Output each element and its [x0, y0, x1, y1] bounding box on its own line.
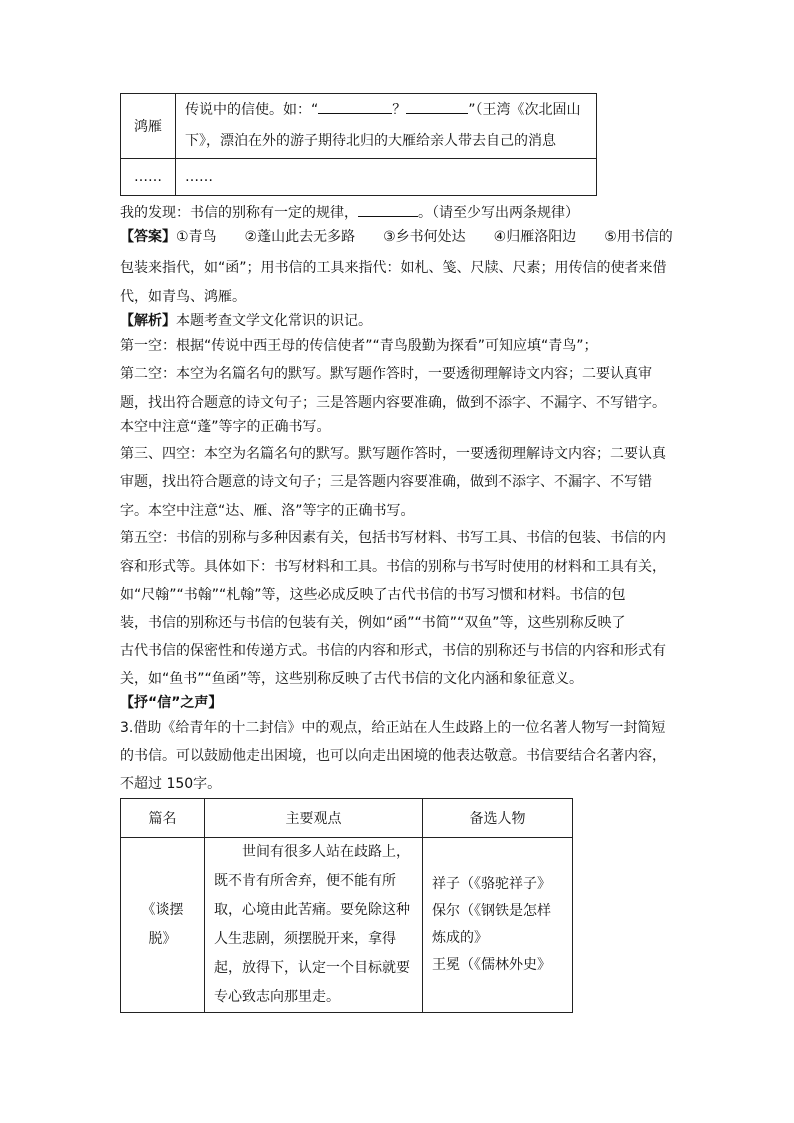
answer-text: ①青鸟 ②蓬山此去无多路 ③乡书何处达 ④归雁洛阳边 ⑤用书信的	[176, 229, 673, 245]
question-line: 3.借助《给青年的十二封信》中的观点，给正站在人生歧路上的一位名著人物写一封简短	[120, 720, 666, 736]
paragraph-line: 字。本空中注意“达、雁、洛”等字的正确书写。	[120, 503, 415, 519]
section-title: 【抒“信”之声】	[120, 695, 223, 711]
paragraph-line: 第一空：根据“传说中西王母的传信使者”“青鸟殷勤为探看”可知应填“青鸟”；	[120, 338, 598, 354]
cell-viewpoint	[205, 838, 423, 1013]
analysis-line	[120, 311, 680, 331]
paragraph-line: 第二空：本空为名篇名句的默写。默写题作答时，一要透彻理解诗文内容；二要认真审	[120, 366, 652, 382]
fill-blank[interactable]	[318, 98, 392, 114]
fill-blank[interactable]	[358, 201, 418, 217]
analysis-label: 【解析】	[120, 313, 176, 329]
viewpoint-line: 取，心境由此苦痛。要免除这种	[214, 902, 410, 918]
header-viewpoint: 主要观点	[205, 799, 423, 838]
table-cell-name: 鸿雁	[121, 94, 176, 159]
viewpoint-line: 起，放得下，认定一个目标就要	[214, 960, 410, 976]
answer-line	[120, 227, 680, 247]
viewpoint-line: 人生悲剧，须摆脱开来，拿得	[214, 931, 396, 947]
paragraph-line: 装，书信的别称还与书信的包装有关，例如“函”“书简”“双鱼”等，这些别称反映了	[120, 615, 626, 631]
table-cell-desc: ……	[176, 159, 597, 196]
paragraph-line: 如“尺翰”“书翰”“札翰”等，这些必成反映了古代书信的书写习惯和材料。书信的包	[120, 587, 626, 603]
analysis-text: 本题考查文学文化常识的识记。	[176, 313, 372, 329]
candidate-line: 王冕（《儒林外史》	[432, 957, 551, 973]
candidate-line: 祥子（《骆驼祥子》	[432, 876, 551, 892]
viewpoint-line: 专心致志向那里走。	[214, 989, 340, 1005]
paragraph-line: 第三、四空：本空为名篇名句的默写。默写题作答时，一要透彻理解诗文内容；二要认真	[120, 446, 666, 462]
discovery-text: 。（请至少写出两条规律）	[418, 205, 579, 221]
fill-blank[interactable]	[406, 98, 468, 114]
paragraph-line: 古代书信的保密性和传递方式。书信的内容和形式，书信的别称还与书信的内容和形式有	[120, 643, 666, 659]
discovery-text: 我的发现：书信的别称有一定的规律，	[120, 205, 358, 221]
answer-label: 【答案】	[120, 229, 176, 245]
table-row	[121, 838, 573, 1013]
viewpoint-line: 既不肯有所舍弃，便不能有所	[214, 873, 396, 889]
desc-text: ”（王湾《次北固山	[468, 102, 581, 118]
desc-text: 下》，漂泊在外的游子期待北归的大雁给亲人带去自己的消息	[185, 133, 556, 149]
table-row	[121, 159, 597, 196]
header-title: 篇名	[121, 799, 205, 838]
table-header-row	[121, 799, 573, 838]
answer-line: 代，如青鸟、鸿雁。	[120, 289, 246, 305]
paragraph-line: 第五空：书信的别称与多种因素有关，包括书写材料、书写工具、书信的包装、书信的内	[120, 530, 666, 546]
candidate-line: 炼成的》	[432, 930, 488, 946]
table-cell-desc	[176, 94, 597, 159]
candidate-line: 保尔（《钢铁是怎样	[432, 903, 551, 919]
discovery-line	[120, 201, 680, 221]
header-candidates: 备选人物	[423, 799, 573, 838]
paragraph-line: 审题，找出符合题意的诗文句子；三是答题内容要准确，做到不添字、不漏字、不写错	[120, 474, 652, 490]
answer-line: 包装来指代，如“函”；用书信的工具来指代：如札、笺、尺牍、尺素；用传信的使者来借	[120, 260, 667, 276]
table-cell-name: ……	[121, 159, 176, 196]
viewpoint-line: 世间有很多人站在歧路上，	[242, 844, 410, 860]
title-line: 《谈摆	[141, 902, 184, 918]
letter-reference-table	[120, 798, 573, 1013]
paragraph-line: 题，找出符合题意的诗文句子；三是答题内容要准确，做到不添字、不漏字、不写错字。	[120, 395, 666, 411]
table-row	[121, 94, 597, 159]
question-line: 不超过 150字。	[120, 776, 222, 792]
question-line: 的书信。可以鼓励他走出困境，也可以向走出困境的他表达敬意。书信要结合名著内容，	[120, 748, 666, 764]
title-line: 脱》	[148, 931, 177, 947]
paragraph-line: 容和形式等。具体如下：书写材料和工具。书信的别称与书写时使用的材料和工具有关，	[120, 559, 666, 575]
paragraph-line: 关，如“鱼书”“鱼函”等，这些别称反映了古代书信的文化内涵和象征意义。	[120, 671, 584, 687]
desc-q: ？	[392, 102, 407, 118]
cell-title	[121, 838, 205, 1013]
desc-text: 传说中的信使。如：“	[185, 102, 319, 118]
paragraph-line: 本空中注意“蓬”等字的正确书写。	[120, 419, 331, 435]
cell-candidates	[423, 838, 573, 1013]
messenger-table	[120, 93, 597, 196]
